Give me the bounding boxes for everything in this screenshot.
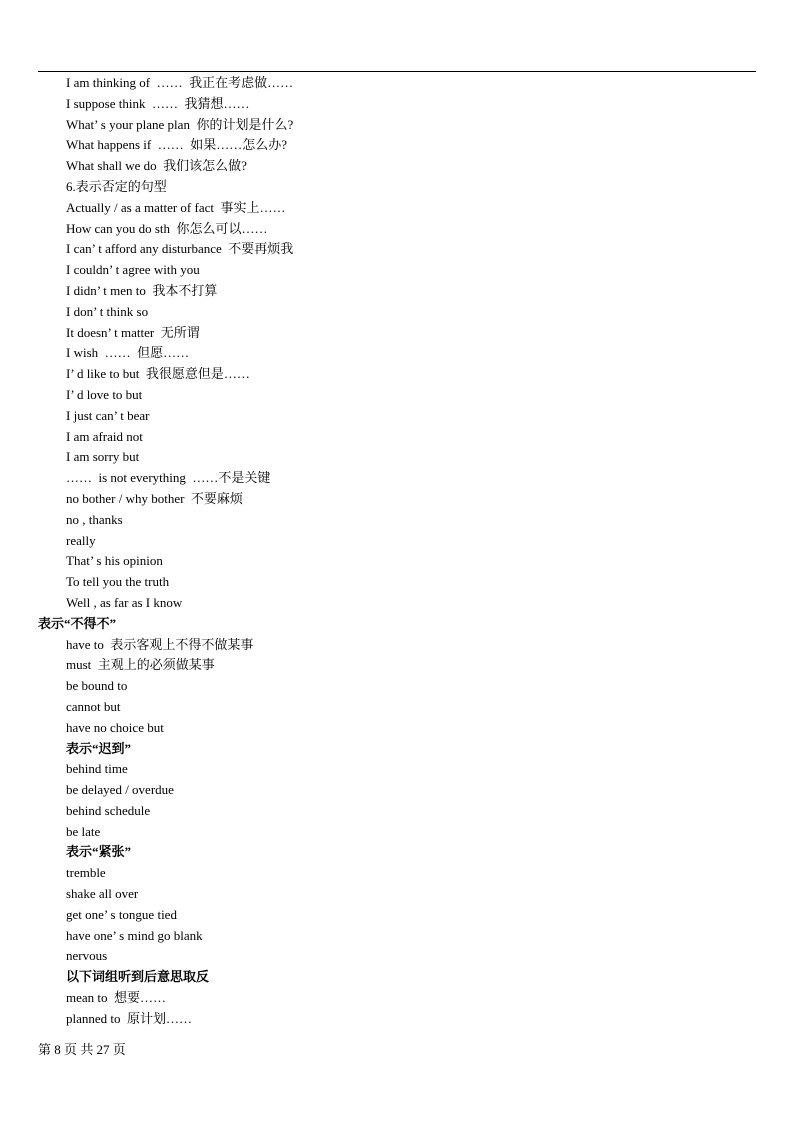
- text-line: cannot but: [66, 698, 121, 714]
- text-line: How can you do sth 你怎么可以……: [66, 220, 268, 236]
- page-body: [0, 73, 793, 1030]
- text-line: be late: [66, 823, 101, 839]
- text-line: I didn’ t men to 我本不打算: [66, 282, 218, 298]
- text-line: have to 表示客观上不得不做某事: [66, 636, 254, 652]
- text-line: I suppose think …… 我猜想……: [66, 95, 250, 111]
- text-line: I am sorry but: [66, 449, 140, 465]
- text-line: I can’ t afford any disturbance 不要再烦我: [66, 241, 294, 257]
- text-line: Well , as far as I know: [66, 594, 183, 610]
- text-line: no bother / why bother 不要麻烦: [66, 490, 243, 506]
- section-heading: 表示“紧张”: [66, 844, 132, 860]
- text-line: I am afraid not: [66, 428, 143, 444]
- section-heading: 以下词组听到后意思取反: [66, 969, 210, 985]
- text-line: mean to 想要……: [66, 990, 167, 1006]
- text-line: must 主观上的必须做某事: [66, 657, 215, 673]
- text-line: I am thinking of …… 我正在考虑做……: [66, 75, 294, 90]
- text-line: I’ d love to but: [66, 386, 143, 402]
- text-line: really: [66, 532, 96, 548]
- text-line: shake all over: [66, 886, 139, 902]
- section-heading: 表示“不得不”: [38, 615, 117, 631]
- text-line: be delayed / overdue: [66, 782, 174, 798]
- text-line: Actually / as a matter of fact 事实上……: [66, 199, 286, 215]
- text-line: planned to 原计划……: [66, 1010, 193, 1026]
- text-line: behind schedule: [66, 802, 151, 818]
- text-line: It doesn’ t matter 无所谓: [66, 324, 200, 340]
- text-line: …… is not everything ……不是关键: [66, 470, 271, 486]
- section-heading: 表示“迟到”: [66, 740, 132, 756]
- page-number: 第 8 页 共 27 页: [38, 1042, 126, 1057]
- text-line: I wish …… 但愿……: [66, 345, 190, 361]
- text-line: I couldn’ t agree with you: [66, 262, 200, 278]
- text-line: What shall we do 我们该怎么做?: [66, 158, 247, 174]
- text-line: nervous: [66, 948, 108, 964]
- text-line: I just can’ t bear: [66, 407, 150, 423]
- text-line: be bound to: [66, 678, 128, 694]
- text-line: no , thanks: [66, 511, 123, 527]
- header-rule: [38, 71, 756, 72]
- text-line: What’ s your plane plan 你的计划是什么?: [66, 116, 294, 132]
- text-line: I’ d like to but 我很愿意但是……: [66, 366, 250, 382]
- text-line: have one’ s mind go blank: [66, 927, 203, 943]
- text-line: That’ s his opinion: [66, 553, 163, 569]
- text-line: To tell you the truth: [66, 574, 170, 590]
- text-line: 6.表示否定的句型: [66, 178, 167, 194]
- text-line: behind time: [66, 761, 128, 777]
- text-line: tremble: [66, 865, 106, 881]
- text-line: What happens if …… 如果……怎么办?: [66, 137, 287, 153]
- text-line: have no choice but: [66, 719, 164, 735]
- text-line: get one’ s tongue tied: [66, 906, 177, 922]
- text-line: I don’ t think so: [66, 303, 149, 319]
